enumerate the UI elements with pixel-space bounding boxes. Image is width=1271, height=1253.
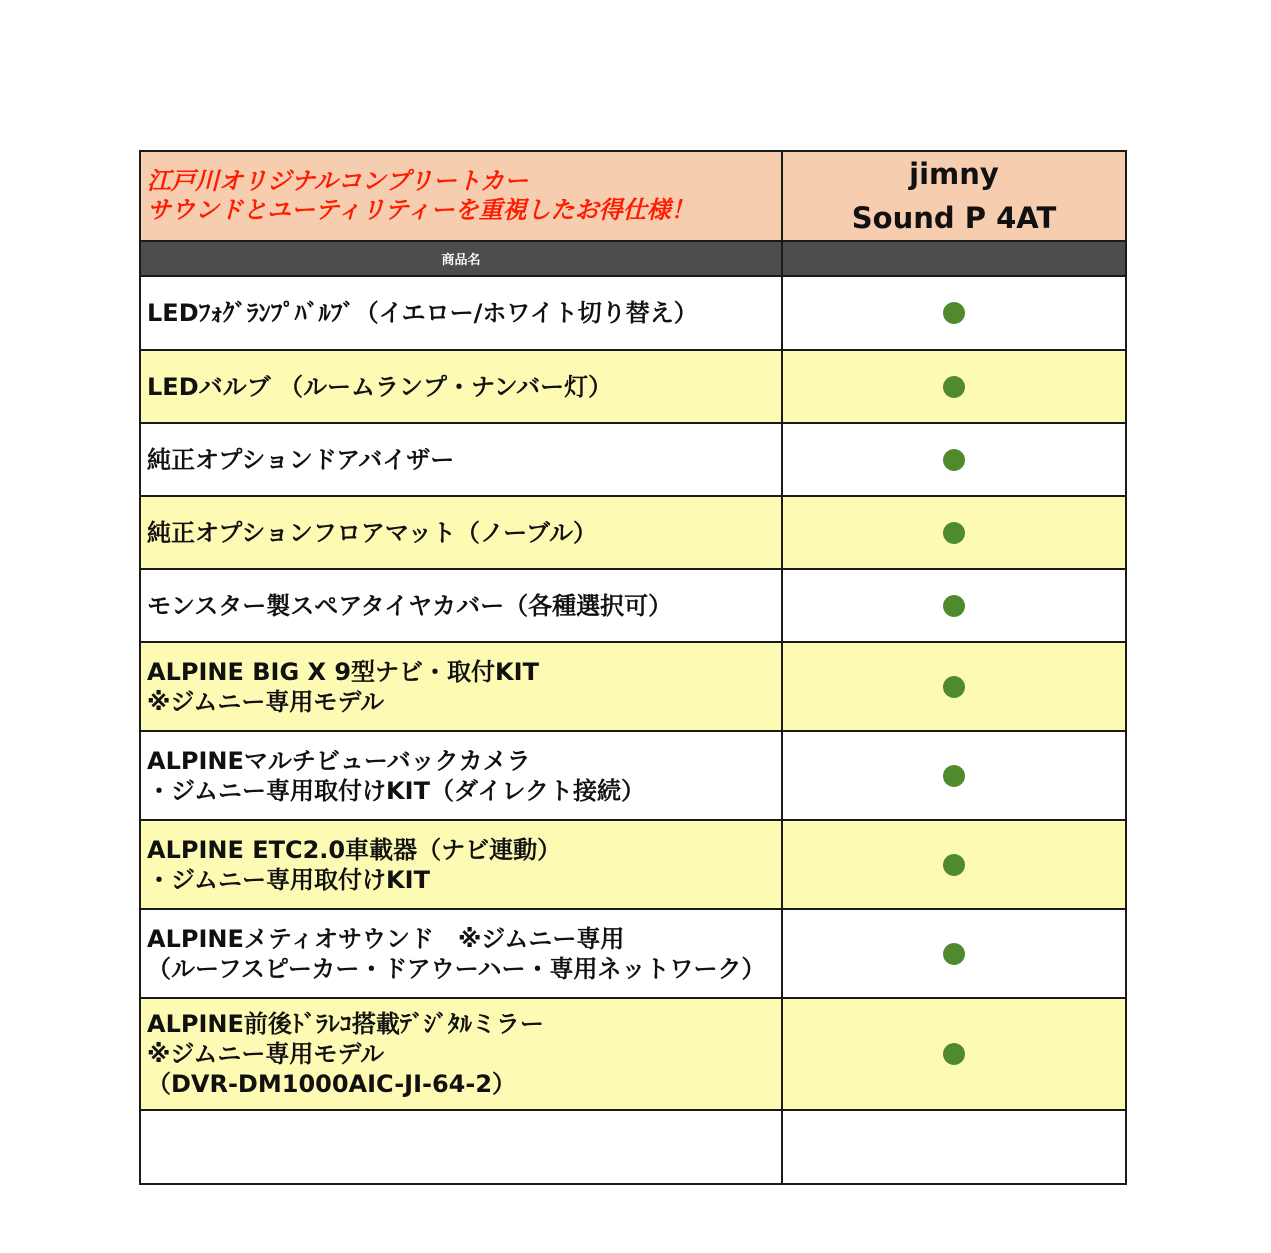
included-mark-cell — [782, 423, 1126, 496]
header-title-line-1: 江戸川オリジナルコンプリートカー — [147, 167, 529, 195]
table-row — [140, 423, 1126, 496]
table-row — [140, 909, 1126, 998]
product-name-cell — [140, 998, 782, 1110]
included-mark-cell — [782, 1110, 1126, 1184]
included-dot-icon — [943, 1043, 965, 1065]
included-mark-cell — [782, 496, 1126, 569]
included-mark-cell — [782, 569, 1126, 642]
included-mark-cell — [782, 642, 1126, 731]
product-name-line: ALPINE前後ﾄﾞﾗﾚｺ搭載ﾃﾞｼﾞﾀﾙミラー — [147, 1010, 544, 1038]
product-name-line: （ルーフスピーカー・ドアウーハー・専用ネットワーク） — [147, 954, 766, 983]
product-name-line: ALPINEメティオサウンド ※ジムニー専用 — [147, 924, 625, 953]
product-name-cell — [140, 350, 782, 423]
product-name-cell — [140, 909, 782, 998]
included-dot-icon — [943, 765, 965, 787]
product-name-cell — [140, 276, 782, 350]
product-name-line: （DVR-DM1000AIC-JI-64-2） — [147, 1070, 517, 1098]
included-dot-icon — [943, 376, 965, 398]
product-name-line: LEDﾌｫｸﾞﾗﾝﾌﾟﾊﾞﾙﾌﾞ（イエロー/ホワイト切り替え） — [147, 299, 698, 327]
included-dot-icon — [943, 522, 965, 544]
product-name-line: ※ジムニー専用モデル — [147, 1040, 385, 1068]
model-name-line-2: Sound P 4AT — [851, 201, 1057, 235]
included-dot-icon — [943, 302, 965, 324]
included-dot-icon — [943, 854, 965, 876]
header-title-line-2: サウンドとユーティリティーを重視したお得仕様！ — [147, 196, 695, 224]
product-name-line: ALPINE BIG X 9型ナビ・取付KIT — [147, 657, 539, 686]
included-mark-cell — [782, 998, 1126, 1110]
product-name-cell — [140, 820, 782, 909]
product-name-cell — [140, 1110, 782, 1184]
product-name-cell — [140, 569, 782, 642]
product-name-line: モンスター製スペアタイヤカバー（各種選択可） — [147, 591, 673, 620]
spec-table — [139, 150, 1127, 1185]
included-dot-icon — [943, 943, 965, 965]
header-row — [140, 151, 1126, 241]
product-name-line: ・ジムニー専用取付けKIT — [147, 865, 430, 894]
included-mark-cell — [782, 909, 1126, 998]
table-row — [140, 1110, 1126, 1184]
product-name-cell — [140, 496, 782, 569]
product-name-line: LEDバルブ （ルームランプ・ナンバー灯） — [147, 372, 613, 401]
included-mark-cell — [782, 731, 1126, 820]
table-row — [140, 496, 1126, 569]
product-name-line: 純正オプションドアバイザー — [147, 445, 455, 474]
subheader-row — [140, 241, 1126, 276]
model-name-line-1: jimny — [909, 157, 999, 191]
product-name-cell — [140, 642, 782, 731]
model-name-cell — [782, 151, 1126, 241]
table-row — [140, 276, 1126, 350]
product-name-line: 純正オプションフロアマット（ノーブル） — [147, 518, 597, 547]
table-row — [140, 569, 1126, 642]
subheader-blank-cell — [782, 241, 1126, 276]
product-name-cell — [140, 731, 782, 820]
table-row — [140, 820, 1126, 909]
product-name-line: ※ジムニー専用モデル — [147, 687, 385, 716]
product-name-column-header: 商品名 — [140, 241, 782, 276]
included-dot-icon — [943, 676, 965, 698]
product-name-line: ・ジムニー専用取付けKIT（ダイレクト接続） — [147, 776, 645, 805]
table-row — [140, 642, 1126, 731]
included-dot-icon — [943, 449, 965, 471]
table-row — [140, 998, 1126, 1110]
product-name-cell — [140, 423, 782, 496]
included-mark-cell — [782, 350, 1126, 423]
included-mark-cell — [782, 820, 1126, 909]
included-mark-cell — [782, 276, 1126, 350]
table-row — [140, 350, 1126, 423]
product-name-line: ALPINE ETC2.0車載器（ナビ連動） — [147, 835, 562, 864]
table-row — [140, 731, 1126, 820]
header-title-cell — [140, 151, 782, 241]
product-name-line: ALPINEマルチビューバックカメラ — [147, 746, 531, 775]
included-dot-icon — [943, 595, 965, 617]
